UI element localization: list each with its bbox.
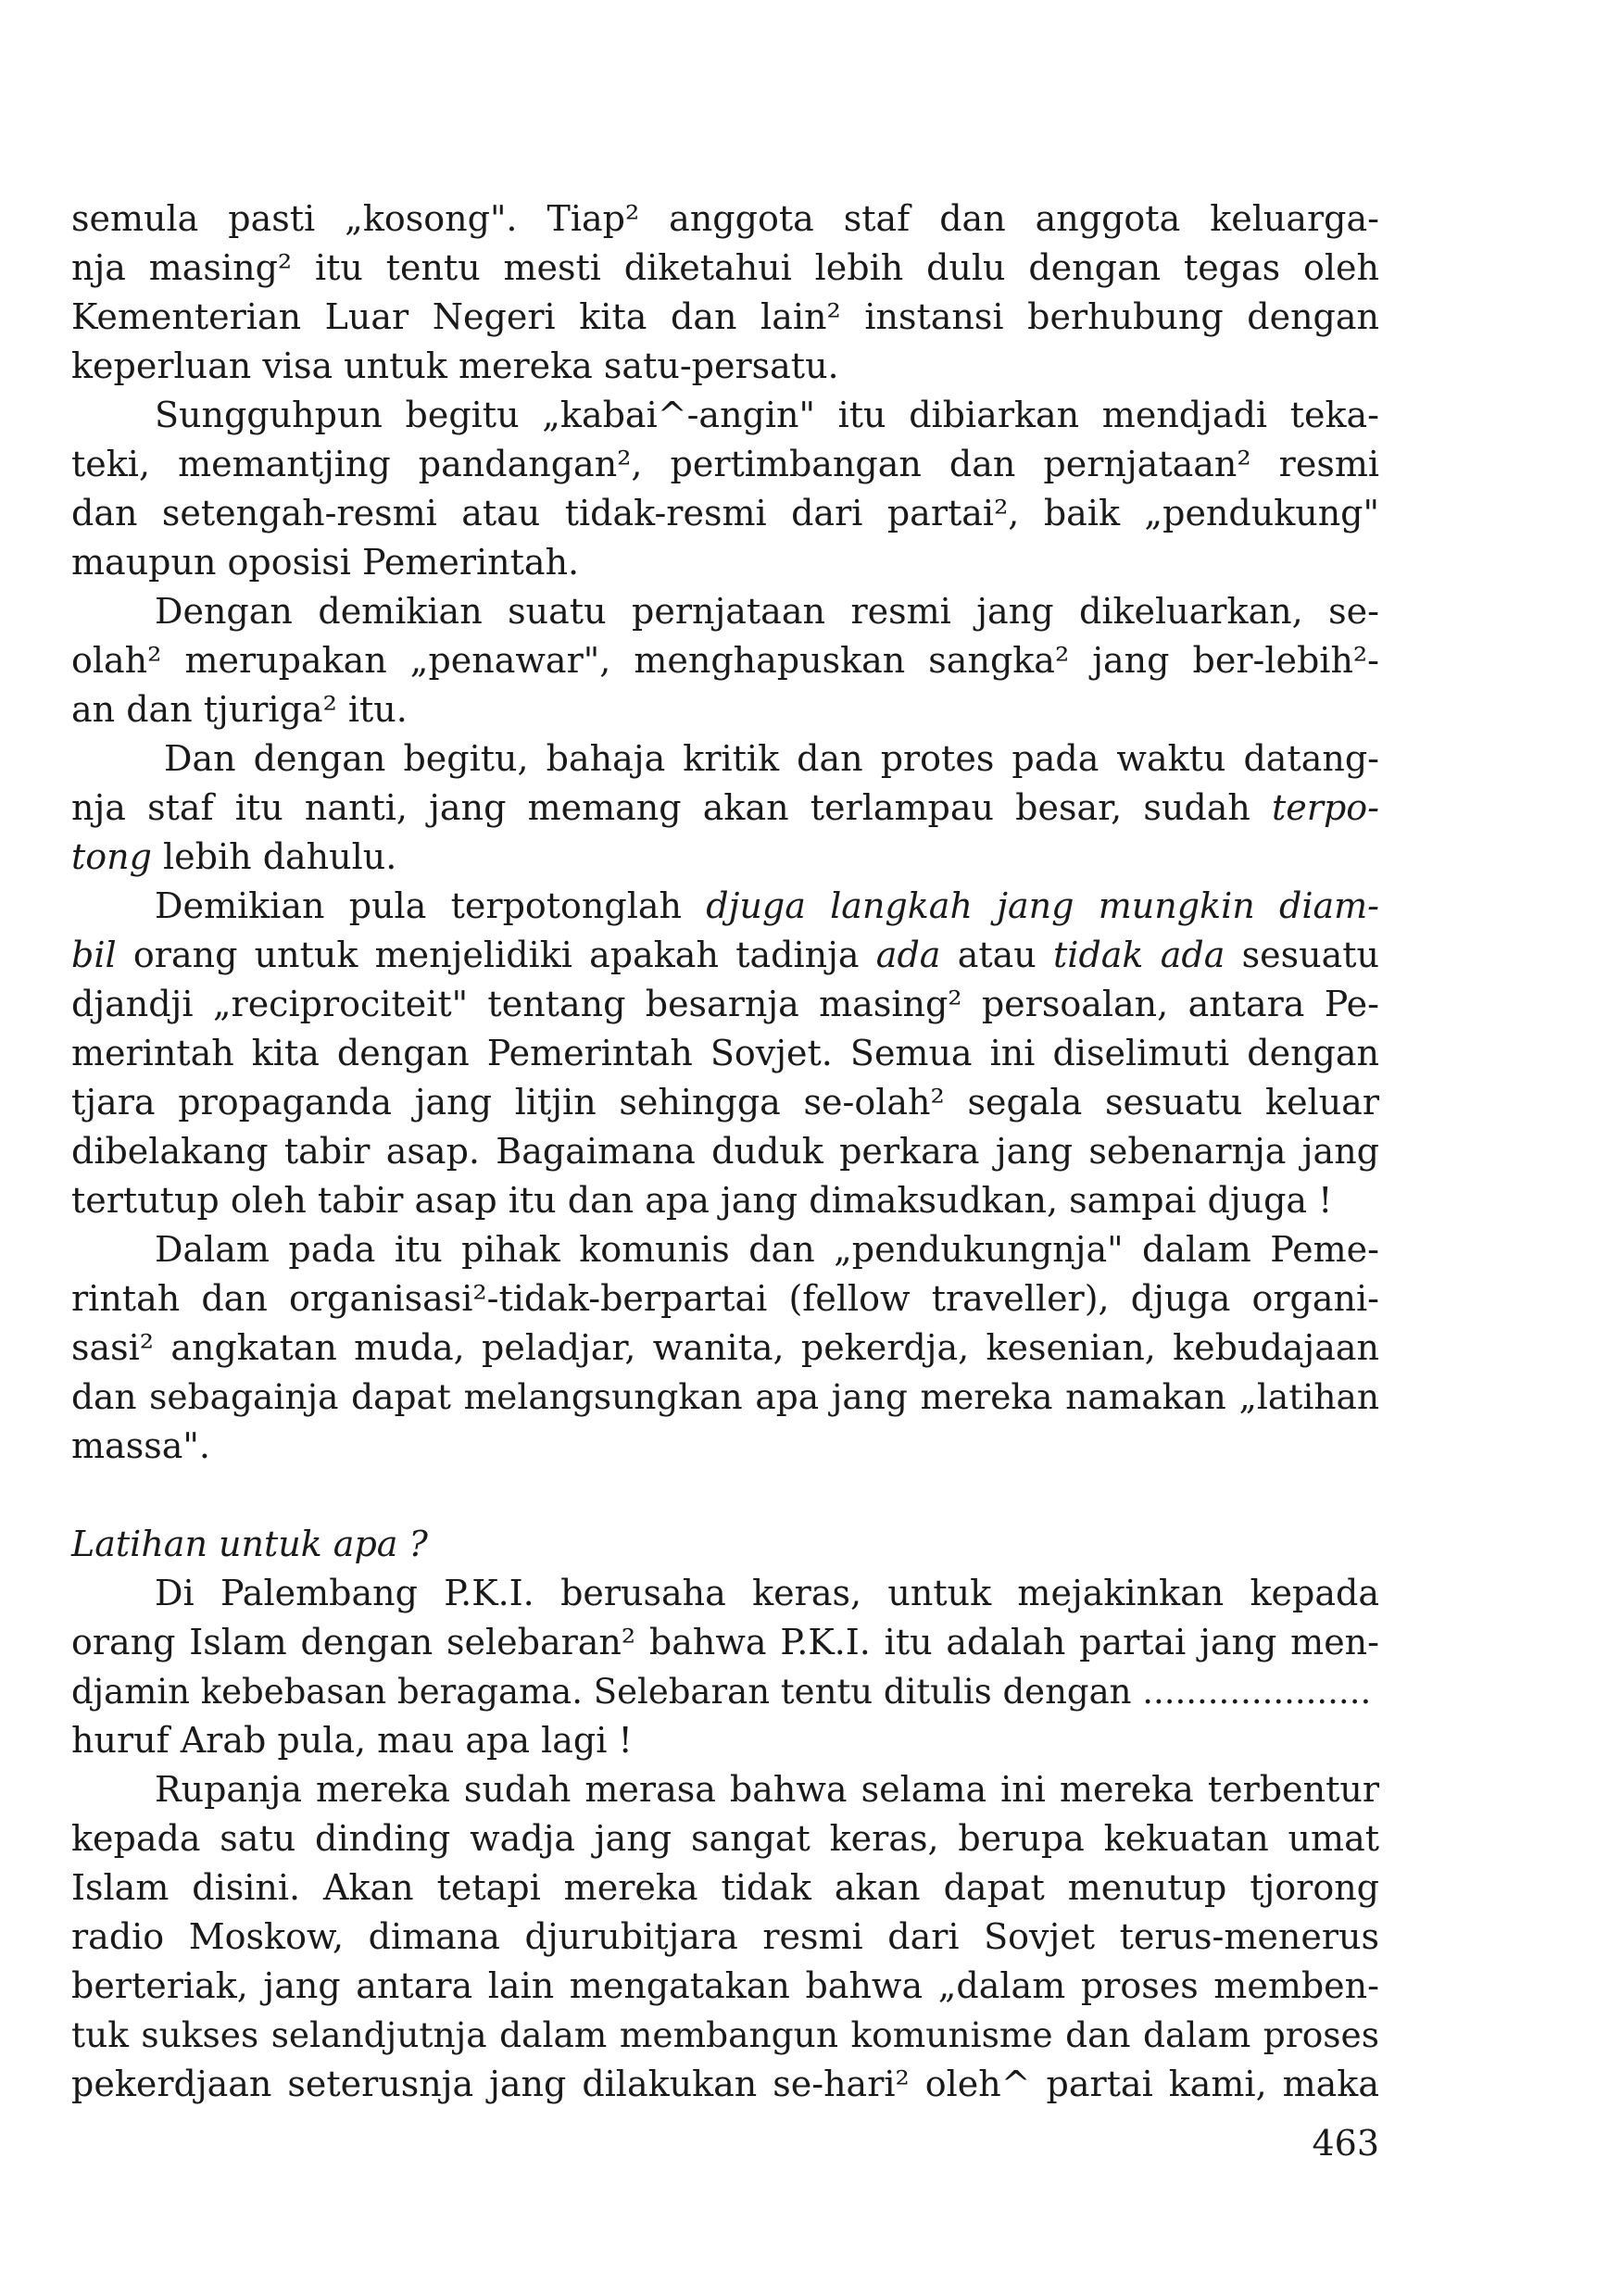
text-line: maupun oposisi Pemerintah. (71, 542, 580, 583)
text-line: huruf Arab pula, mau apa lagi ! (71, 1720, 633, 1761)
text-line (71, 882, 1379, 931)
paragraph-3 (71, 587, 1379, 734)
italic-run: tidak ada (1053, 935, 1225, 975)
text-line: olah² merupakan „penawar", menghapuskan sangka² jang ber-lebih²- (71, 640, 1379, 681)
text-run: sesuatu (1225, 935, 1379, 975)
text-line: dibelakang tabir asap. Bagaimana duduk perkara jang sebenarnja jang (71, 1131, 1379, 1172)
text-run: orang untuk menjelidiki apakah tadinja (116, 935, 876, 975)
text-line: Rupanja mereka sudah merasa bahwa selama ini mereka terbentur (155, 1769, 1379, 1810)
section-gap (71, 1471, 1379, 1520)
text-line: Dan dengan begitu, bahaja kritik dan protes pada waktu datang- (164, 738, 1379, 779)
italic-run: djuga langkah jang mungkin diam- (706, 885, 1379, 926)
paragraph-4 (71, 734, 1379, 882)
text-line: sasi² angkatan muda, peladjar, wanita, pekerdja, kesenian, kebudajaan (71, 1327, 1379, 1368)
text-line: djandji „reciprociteit" tentang besarnja masing² persoalan, antara Pe- (71, 984, 1379, 1024)
text-line: orang Islam dengan selebaran² bahwa P.K.I. itu adalah partai jang men- (71, 1622, 1379, 1662)
text-line: nja masing² itu tentu mesti diketahui lebih dulu dengan tegas oleh (71, 247, 1379, 288)
text-line: massa". (71, 1425, 210, 1466)
text-line: semula pasti „kosong". Tiap² anggota staf dan anggota keluarga- (71, 198, 1379, 239)
text-line: dan setengah-resmi atau tidak-resmi dari partai², baik „pendukung" (71, 493, 1379, 533)
page-number: 463 (1312, 2123, 1379, 2164)
section-heading: Latihan untuk apa ? (71, 1524, 428, 1564)
text-line: dan sebagainja dapat melangsungkan apa jang mereka namakan „latihan (71, 1376, 1379, 1417)
text-line: an dan tjuriga² itu. (71, 689, 408, 730)
text-line: tuk sukses selandjutnja dalam membangun komunisme dan dalam proses (71, 2014, 1379, 2055)
text-line: Kementerian Luar Negeri kita dan lain² instansi berhubung dengan (71, 296, 1379, 337)
text-line: djamin kebebasan beragama. Selebaran tentu ditulis dengan ..................... (71, 1672, 1372, 1712)
text-line: Sungguhpun begitu „kabai^-angin" itu dibiarkan mendjadi teka- (155, 395, 1379, 435)
paragraph-8 (71, 1765, 1379, 2109)
text-run: atau (940, 935, 1054, 975)
text-run: nja staf itu nanti, jang memang akan terlampau besar, sudah (71, 787, 1273, 828)
italic-run: bil (71, 935, 117, 975)
paragraph-2 (71, 391, 1379, 587)
text-line: tertutup oleh tabir asap itu dan apa jang dimaksudkan, sampai djuga ! (71, 1180, 1333, 1221)
text-line (71, 784, 1379, 833)
text-line: Di Palembang P.K.I. berusaha keras, untuk mejakinkan kepada (155, 1573, 1379, 1613)
text-line: pekerdjaan seterusnja jang dilakukan se-hari² oleh^ partai kami, maka (71, 2064, 1379, 2104)
text-line (71, 931, 1379, 980)
text-line: Dengan demikian suatu pernjataan resmi jang dikeluarkan, se- (155, 591, 1379, 632)
text-run: Demikian pula terpotonglah (155, 885, 707, 926)
italic-run: ada (875, 935, 941, 975)
text-column (71, 194, 1379, 2109)
text-run: lebih dahulu. (151, 836, 397, 877)
text-line (71, 833, 1379, 882)
text-line: Dalam pada itu pihak komunis dan „pendukungnja" dalam Peme- (155, 1229, 1379, 1270)
paragraph-6 (71, 1225, 1379, 1471)
text-line: kepada satu dinding wadja jang sangat keras, berupa kekuatan umat (71, 1818, 1379, 1859)
paragraph-1 (71, 194, 1379, 391)
text-line: keperluan visa untuk mereka satu-persatu. (71, 345, 839, 386)
text-line: berteriak, jang antara lain mengatakan bahwa „dalam proses memben- (71, 1965, 1379, 2006)
text-line: tjara propaganda jang litjin sehingga se-olah² segala sesuatu keluar (71, 1082, 1379, 1123)
paragraph-7 (71, 1569, 1379, 1765)
italic-run: tong (71, 836, 152, 877)
text-line: merintah kita dengan Pemerintah Sovjet. Semua ini diselimuti dengan (71, 1033, 1379, 1073)
italic-run: terpo- (1272, 787, 1379, 828)
text-line: Islam disini. Akan tetapi mereka tidak akan dapat menutup tjorong (71, 1867, 1379, 1908)
text-line: radio Moskow, dimana djurubitjara resmi dari Sovjet terus-menerus (71, 1916, 1379, 1957)
text-line: rintah dan organisasi²-tidak-berpartai (fellow traveller), djuga organi- (71, 1278, 1379, 1319)
text-line: teki, memantjing pandangan², pertimbangan dan pernjataan² resmi (71, 444, 1379, 484)
paragraph-5 (71, 882, 1379, 1225)
